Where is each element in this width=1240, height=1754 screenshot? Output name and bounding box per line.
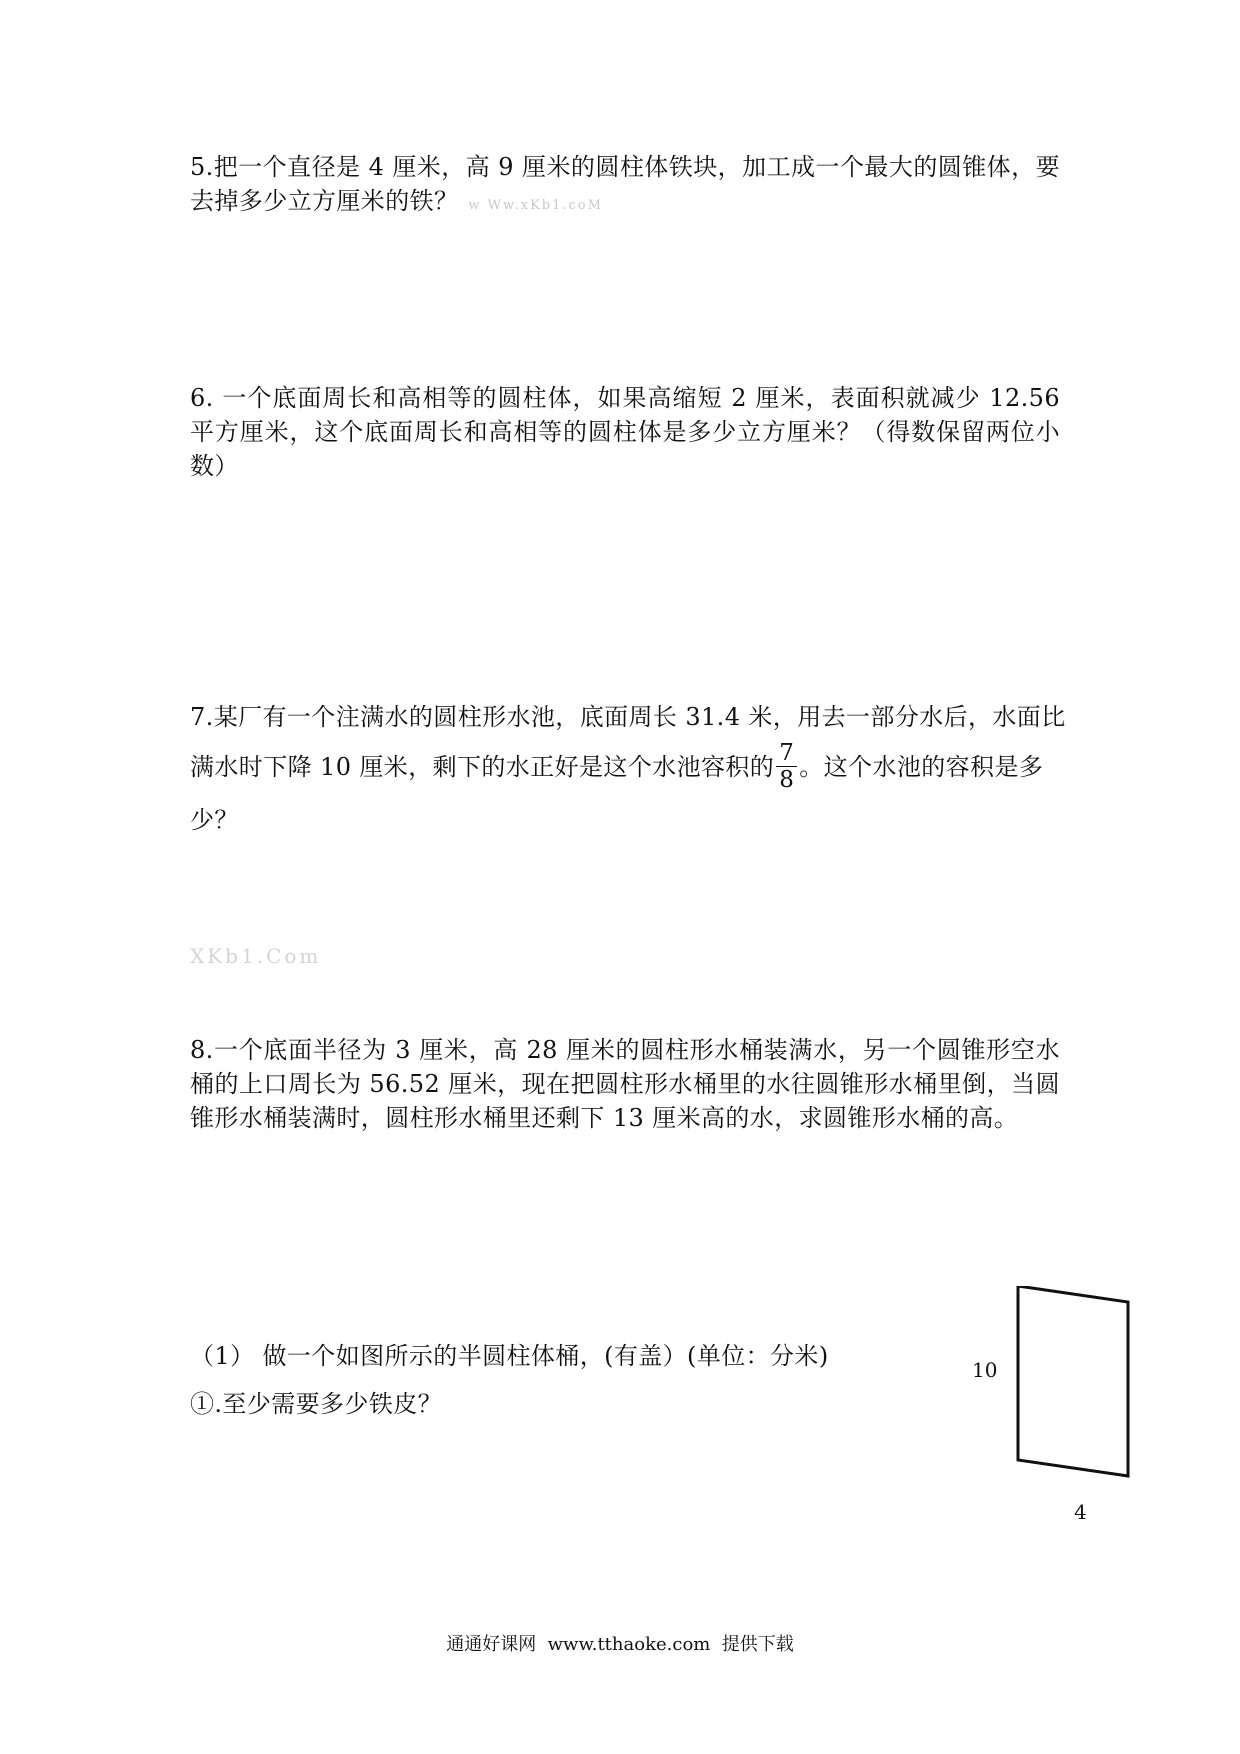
question-7-line-2-after: 。这个水池的容积是多 [799,753,1044,781]
question-9-line-1: （1） 做一个如图所示的半圆柱体桶，(有盖）(单位：分米) [190,1342,829,1370]
question-7-line-3: 少？ [190,806,239,834]
question-7 [190,692,1066,845]
height-label: 10 [972,1358,998,1382]
half-cylinder-figure [968,1286,1148,1526]
question-5-line-1: 5.把一个直径是 4 厘米，高 9 厘米的圆柱体铁块，加工成一个最大的圆锥体，要 [190,153,1060,181]
fraction-numerator: 7 [776,740,797,767]
question-5 [190,150,1060,223]
watermark-text-2: XKb1.Com [190,944,322,968]
watermark-text: w Ww.xKb1.coM [468,198,603,213]
question-5-line-2-text: 去掉多少立方厘米的铁？ [190,187,459,215]
question-6 [190,381,1060,483]
parallelogram-shape [968,1286,1148,1526]
question-7-line-2-before: 满水时下降 10 厘米，剩下的水正好是这个水池容积的 [190,753,775,781]
question-8-line-2: 桶的上口周长为 56.52 厘米，现在把圆柱形水桶里的水往圆锥形水桶里倒，当圆 [190,1070,1060,1098]
question-8-line-3: 锥形水桶装满时，圆柱形水桶里还剩下 13 厘米高的水，求圆锥形水桶的高。 [190,1104,1019,1132]
question-8 [190,1033,1060,1135]
fraction [776,740,797,793]
question-9 [190,1332,1060,1428]
page-footer: 通通好课网 www.tthaoke.com 提供下载 [446,1634,794,1655]
question-7-line-1: 7.某厂有一个注满水的圆柱形水池，底面周长 31.4 米，用去一部分水后，水面比 [190,703,1066,731]
question-6-line-2: 平方厘米，这个底面周长和高相等的圆柱体是多少立方厘米？（得数保留两位小 [190,418,1060,446]
question-6-line-3: 数） [190,452,239,480]
width-label: 4 [1074,1500,1087,1524]
question-9-line-2: ①.至少需要多少铁皮？ [190,1390,443,1418]
fraction-denominator: 8 [779,767,795,793]
question-6-line-1: 6. 一个底面周长和高相等的圆柱体，如果高缩短 2 厘米，表面积就减少 12.56 [190,384,1060,412]
question-7-line-2 [190,742,1060,795]
question-5-line-2 [190,184,1060,223]
question-8-line-1: 8.一个底面半径为 3 厘米，高 28 厘米的圆柱形水桶装满水，另一个圆锥形空水 [190,1036,1060,1064]
